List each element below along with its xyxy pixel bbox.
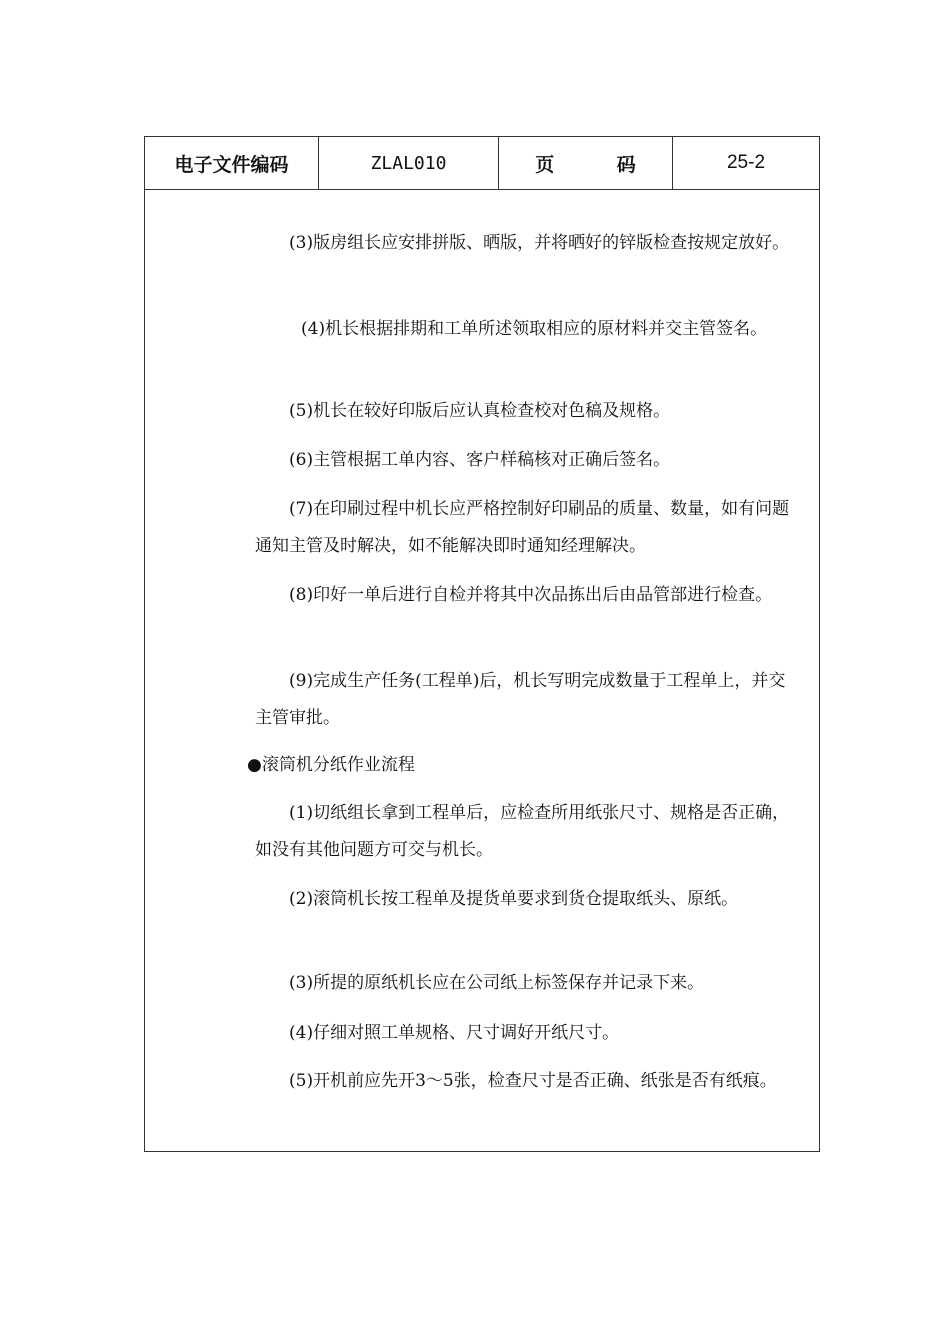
paragraph-4: (4)机长根据排期和工单所述领取相应的原材料并交主管签名。 (301, 319, 768, 339)
paragraph-8: (8)印好一单后进行自检并将其中次品拣出后由品管部进行检查。 (289, 585, 773, 605)
page-label: 页 码 (498, 137, 672, 189)
paragraph-3: (3)版房组长应安排拼版、晒版，并将晒好的锌版检查按规定放好。 (289, 233, 790, 253)
section-paragraph-1: (1)切纸组长拿到工程单后，应检查所用纸张尺寸、规格是否正确，如没有其他问题方可交与机长。 (255, 803, 790, 860)
header-table (145, 137, 819, 190)
paragraph-6: (6)主管根据工单内容、客户样稿核对正确后签名。 (289, 450, 671, 470)
section-title: ●滚筒机分纸作业流程 (247, 755, 415, 775)
section-paragraph-2: (2)滚筒机长按工程单及提货单要求到货仓提取纸头、原纸。 (289, 889, 739, 909)
section-paragraph-4: (4)仔细对照工单规格、尺寸调好开纸尺寸。 (289, 1023, 620, 1043)
paragraph-9: (9)完成生产任务(工程单)后，机长写明完成数量于工程单上，并交主管审批。 (255, 671, 786, 728)
section-paragraph-5: (5)开机前应先开3～5张，检查尺寸是否正确、纸张是否有纸痕。 (289, 1071, 777, 1091)
section-paragraph-3: (3)所提的原纸机长应在公司纸上标签保存并记录下来。 (289, 973, 705, 993)
page-number: 25-2 (672, 137, 819, 189)
paragraph-7: (7)在印刷过程中机长应严格控制好印刷品的质量、数量，如有问题通知主管及时解决，如不能解决即时通知经理解决。 (255, 499, 790, 556)
document-frame (144, 136, 820, 1152)
paragraph-5: (5)机长在较好印版后应认真检查校对色稿及规格。 (289, 401, 671, 421)
file-code-label: 电子文件编码 (174, 153, 289, 176)
file-code-value: ZLAL010 (318, 137, 498, 189)
